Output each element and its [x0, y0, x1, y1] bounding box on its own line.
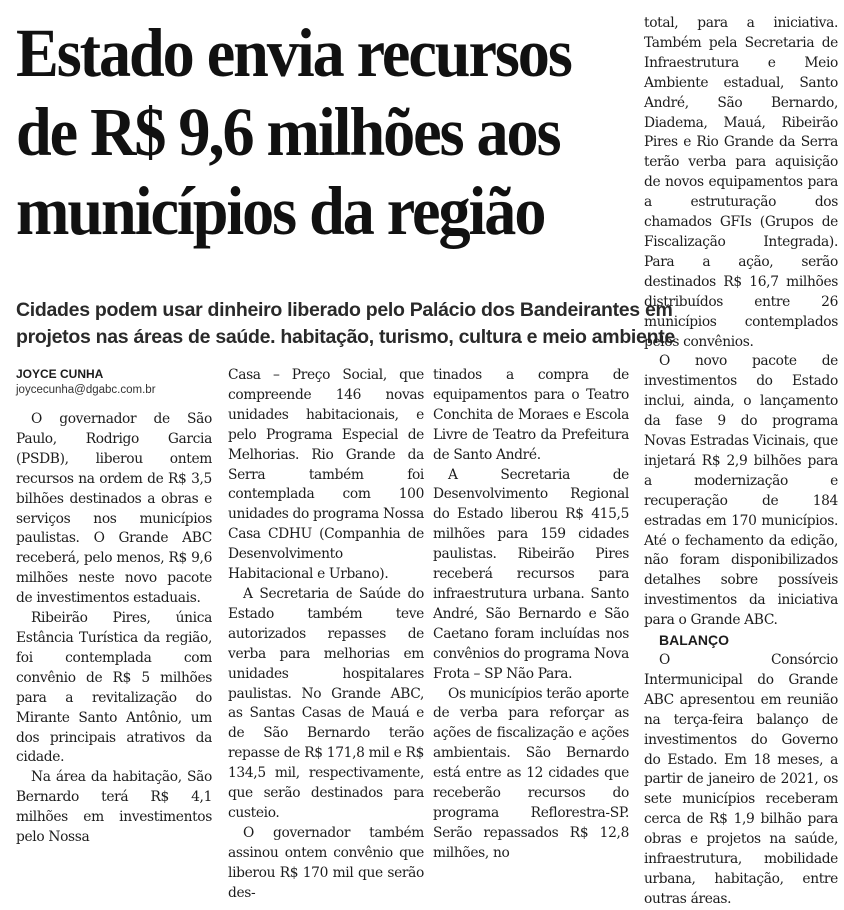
paragraph: total, para a iniciativa. Também pela Secretaria de Infraestrutura e Meio Ambiente estadual, Santo André, São Bernardo, Diadema, Mauá, Ribeirão Pires e Rio Grande da Serra terão verba para aquisição de novos equipamentos para a estruturação dos chamados GFIs (Grupos de Fiscalização Integrada). Para a ação, serão destinados R$ 16,7 milhões distribuídos entre 26 municípios contemplados pelos convênios. — [644, 15, 838, 350]
paragraph: Ribeirão Pires, única Estância Turística da região, foi contemplada com convênio de R$ 5 milhões para a revitalização do Mirante Santo Antônio, um dos principais atrativos da cidade. — [16, 610, 212, 766]
paragraph: O governador de São Paulo, Rodrigo Garcia (PSDB), liberou ontem recursos na ordem de R$ 3,5 bilhões destinados a obras e serviços nos municípios paulistas. O Grande ABC receberá, pelo menos, R$ 9,6 milhões neste novo pacote de investimentos estaduais. — [16, 411, 212, 607]
article-column-2 — [228, 366, 424, 903]
paragraph: A Secretaria de Desenvolvimento Regional do Estado liberou R$ 415,5 milhões para 159 cidades paulistas. Ribeirão Pires receberá recursos para infraestrutura urbana. Santo André, São Bernardo e São Caetano foram incluídas nos convênios do programa Nova Frota – SP Não Para. — [433, 466, 629, 682]
headline-line: Estado envia recursos — [16, 15, 571, 91]
byline-author: JOYCE CUNHA — [16, 367, 104, 381]
paragraph: O novo pacote de investimentos do Estado inclui, ainda, o lançamento da fase 9 do programa Novas Estradas Vicinais, que injetará R$ 2,9 bilhões para a modernização e recuperação de 184 estradas em 170 municípios. Até o fechamento da edição, não foram disponibilizados detalhes sobre possíveis investimentos da iniciativa para o Grande ABC. — [644, 353, 838, 629]
paragraph: Na área da habitação, São Bernardo terá R$ 4,1 milhões em investimentos pelo Nossa — [16, 769, 212, 846]
article-column-3 — [433, 366, 629, 864]
section-heading: BALANÇO — [659, 632, 729, 649]
paragraph: O Consórcio Intermunicipal do Grande ABC apresentou em reunião na terça-feira balanço de investimentos do Governo do Estado. Em 18 meses, a partir de janeiro de 2021, os sete municípios receberam cerca de R$ 1,9 bilhão para obras e projetos na saúde, infraestrutura, mobilidade urbana, habitação, entre outras áreas. — [644, 652, 838, 907]
subtitle-line: projetos nas áreas de saúde. habitação, turismo, cultura e meio ambiente — [16, 326, 675, 348]
headline-line: de R$ 9,6 milhões aos — [16, 94, 560, 170]
paragraph: O governador também assinou ontem convênio que liberou R$ 170 mil que serão des- — [228, 824, 424, 901]
article-column-1 — [16, 366, 212, 848]
subtitle — [16, 297, 675, 351]
headline-line: municípios da região — [16, 173, 545, 249]
article-column-4 — [644, 14, 838, 910]
paragraph: Casa – Preço Social, que compreende 146 novas unidades habitacionais, e pelo Programa Especial de Melhorias. Rio Grande da Serra também foi contemplada com 100 unidades do programa Nossa Casa CDHU (Companhia de Desenvolvimento Habitacional e Urbano). — [228, 367, 424, 583]
paragraph: tinados a compra de equipamentos para o Teatro Conchita de Moraes e Escola Livre de Teatro da Prefeitura de Santo André. — [433, 367, 629, 463]
paragraph: A Secretaria de Saúde do Estado também teve autorizados repasses de verba para melhorias em unidades hospitalares paulistas. No Grande ABC, as Santas Casas de Mauá e de São Bernardo terão repasse de R$ 171,8 mil e R$ 134,5 mil, respectivamente, que serão destinados para custeio. — [228, 585, 424, 821]
subtitle-line: Cidades podem usar dinheiro liberado pelo Palácio dos Bandeirantes em — [16, 299, 673, 321]
paragraph: Os municípios terão aporte de verba para reforçar as ações de fiscalização e ações ambientais. São Bernardo está entre as 12 cidades que receberão recursos do programa Reflorestra-SP. Serão repassados R$ 12,8 milhões, no — [433, 685, 629, 861]
headline — [16, 14, 583, 251]
byline-email[interactable]: joycecunha@dgabc.com.br — [16, 384, 156, 396]
